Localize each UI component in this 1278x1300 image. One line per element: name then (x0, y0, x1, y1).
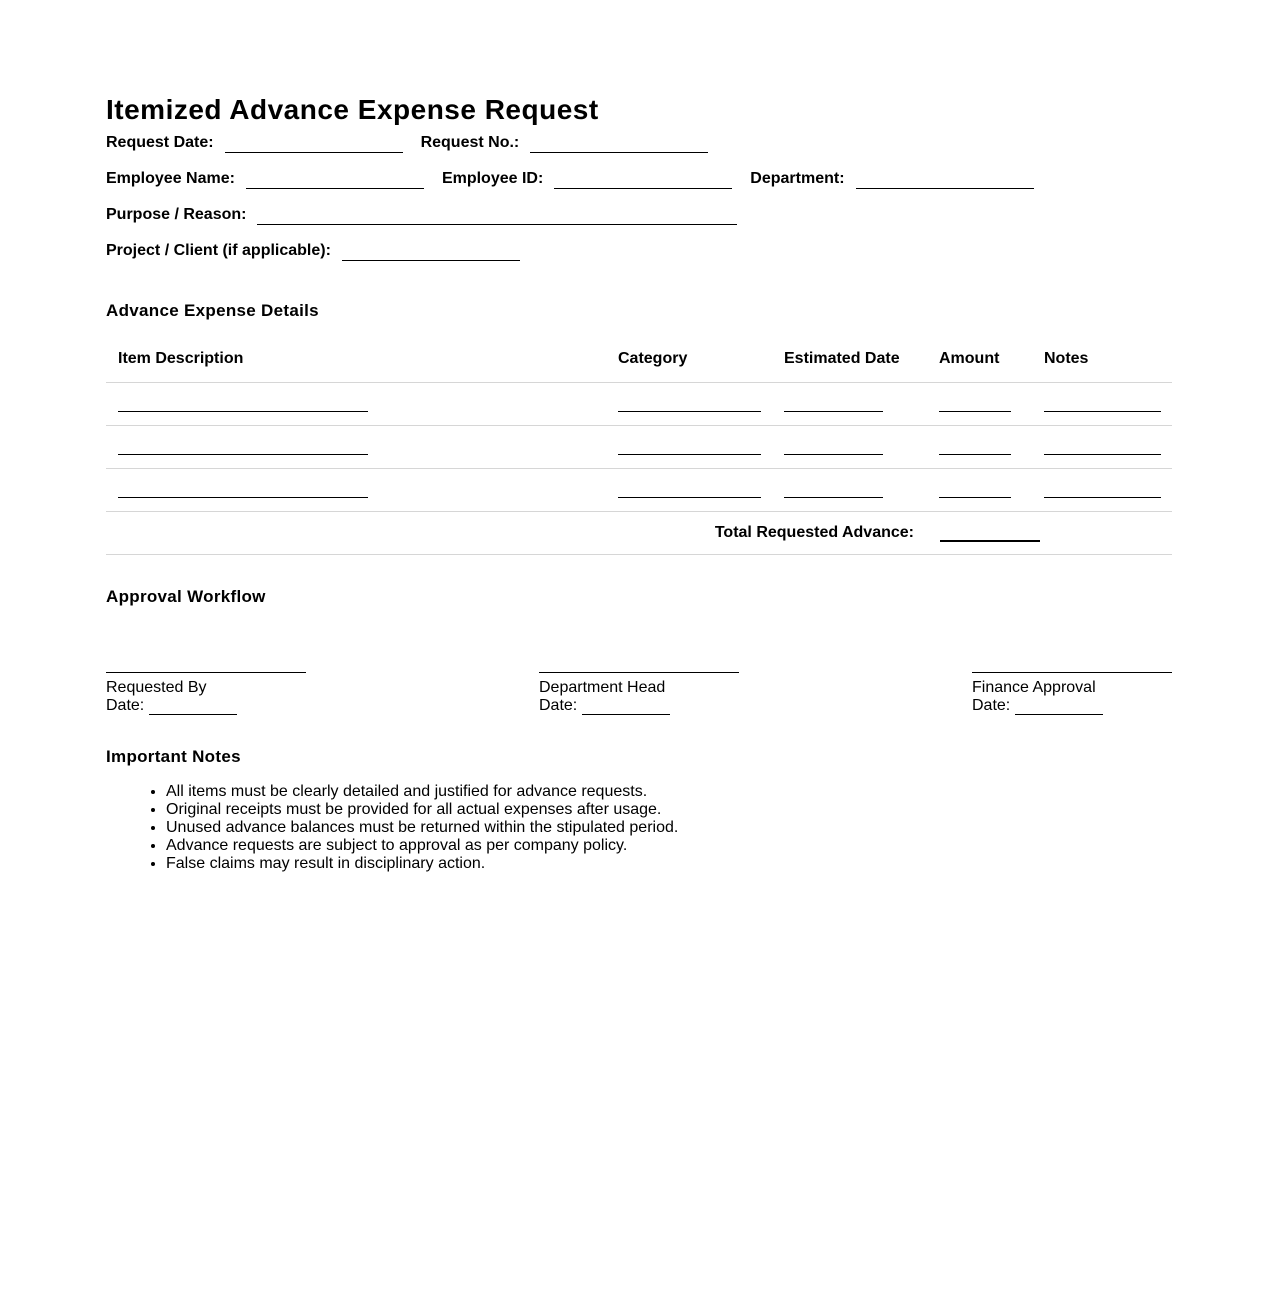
request-no-blank[interactable] (530, 136, 708, 153)
list-item: • Advance requests are subject to approval as per company policy. (166, 837, 678, 855)
date-blank[interactable] (582, 700, 670, 715)
signature-block-department-head (539, 672, 739, 715)
notes-blank[interactable] (1044, 497, 1161, 498)
signature-block-requested-by (106, 672, 306, 715)
category-blank[interactable] (618, 497, 761, 498)
project-blank[interactable] (342, 244, 520, 261)
column-header-notes: Notes (1044, 350, 1089, 367)
date-label: Date: (539, 697, 578, 714)
department-label: Department: (750, 170, 845, 187)
employee-name-field (106, 169, 424, 189)
field-row-purpose (106, 205, 755, 225)
employee-name-blank[interactable] (246, 172, 424, 189)
signature-line[interactable] (106, 672, 306, 673)
form-title: Itemized Advance Expense Request (106, 94, 599, 125)
notes-list (106, 783, 678, 873)
table-row (106, 383, 1172, 426)
category-blank[interactable] (618, 454, 761, 455)
notes-blank[interactable] (1044, 454, 1161, 455)
amount-blank[interactable] (939, 411, 1011, 412)
date-label: Date: (106, 697, 145, 714)
details-heading: Advance Expense Details (106, 301, 319, 320)
estimated-date-blank[interactable] (784, 454, 883, 455)
amount-blank[interactable] (939, 497, 1011, 498)
employee-id-blank[interactable] (554, 172, 732, 189)
column-header-category: Category (618, 350, 688, 367)
department-field (750, 169, 1033, 189)
signature-date (106, 697, 306, 715)
signature-block-finance-approval (972, 672, 1172, 715)
total-row (106, 512, 1172, 555)
notes-blank[interactable] (1044, 411, 1161, 412)
purpose-field (106, 205, 737, 225)
request-no-label: Request No.: (420, 134, 520, 151)
list-item: • Original receipts must be provided for all actual expenses after usage. (166, 801, 678, 819)
list-item: • Unused advance balances must be returned within the stipulated period. (166, 819, 678, 837)
item-description-blank[interactable] (118, 497, 368, 498)
date-label: Date: (972, 697, 1011, 714)
purpose-label: Purpose / Reason: (106, 206, 247, 223)
employee-id-label: Employee ID: (441, 170, 544, 187)
estimated-date-blank[interactable] (784, 497, 883, 498)
category-blank[interactable] (618, 411, 761, 412)
column-header-item-description: Item Description (118, 350, 244, 367)
field-row-project (106, 241, 538, 261)
request-date-label: Request Date: (106, 134, 214, 151)
column-header-estimated-date: Estimated Date (784, 350, 900, 367)
estimated-date-blank[interactable] (784, 411, 883, 412)
column-header-amount: Amount (939, 350, 1000, 367)
amount-blank[interactable] (939, 454, 1011, 455)
purpose-blank[interactable] (257, 208, 737, 225)
project-field (106, 241, 520, 261)
field-row-request (106, 133, 726, 153)
employee-id-field (442, 169, 732, 189)
signature-date (539, 697, 739, 715)
expense-table (106, 338, 1172, 555)
field-row-employee (106, 169, 1052, 189)
item-description-blank[interactable] (118, 411, 368, 412)
signature-line[interactable] (539, 672, 739, 673)
signer-role: Finance Approval (972, 679, 1096, 696)
request-date-blank[interactable] (225, 136, 403, 153)
department-blank[interactable] (856, 172, 1034, 189)
approval-heading: Approval Workflow (106, 587, 266, 606)
notes-heading: Important Notes (106, 747, 241, 766)
signature-date (972, 697, 1172, 715)
table-row (106, 426, 1172, 469)
list-item: • All items must be clearly detailed and justified for advance requests. (166, 783, 678, 801)
total-requested-blank[interactable] (940, 540, 1040, 542)
signer-role: Department Head (539, 679, 666, 696)
project-label: Project / Client (if applicable): (106, 242, 331, 259)
signature-line[interactable] (972, 672, 1172, 673)
item-description-blank[interactable] (118, 454, 368, 455)
signer-role: Requested By (106, 679, 207, 696)
date-blank[interactable] (1015, 700, 1103, 715)
request-no-field (421, 133, 709, 153)
list-item: • False claims may result in disciplinary action. (166, 855, 678, 873)
date-blank[interactable] (149, 700, 237, 715)
request-date-field (106, 133, 403, 153)
table-row (106, 469, 1172, 512)
employee-name-label: Employee Name: (106, 170, 235, 187)
table-header-row (106, 338, 1172, 383)
total-requested-label: Total Requested Advance: (714, 524, 914, 541)
